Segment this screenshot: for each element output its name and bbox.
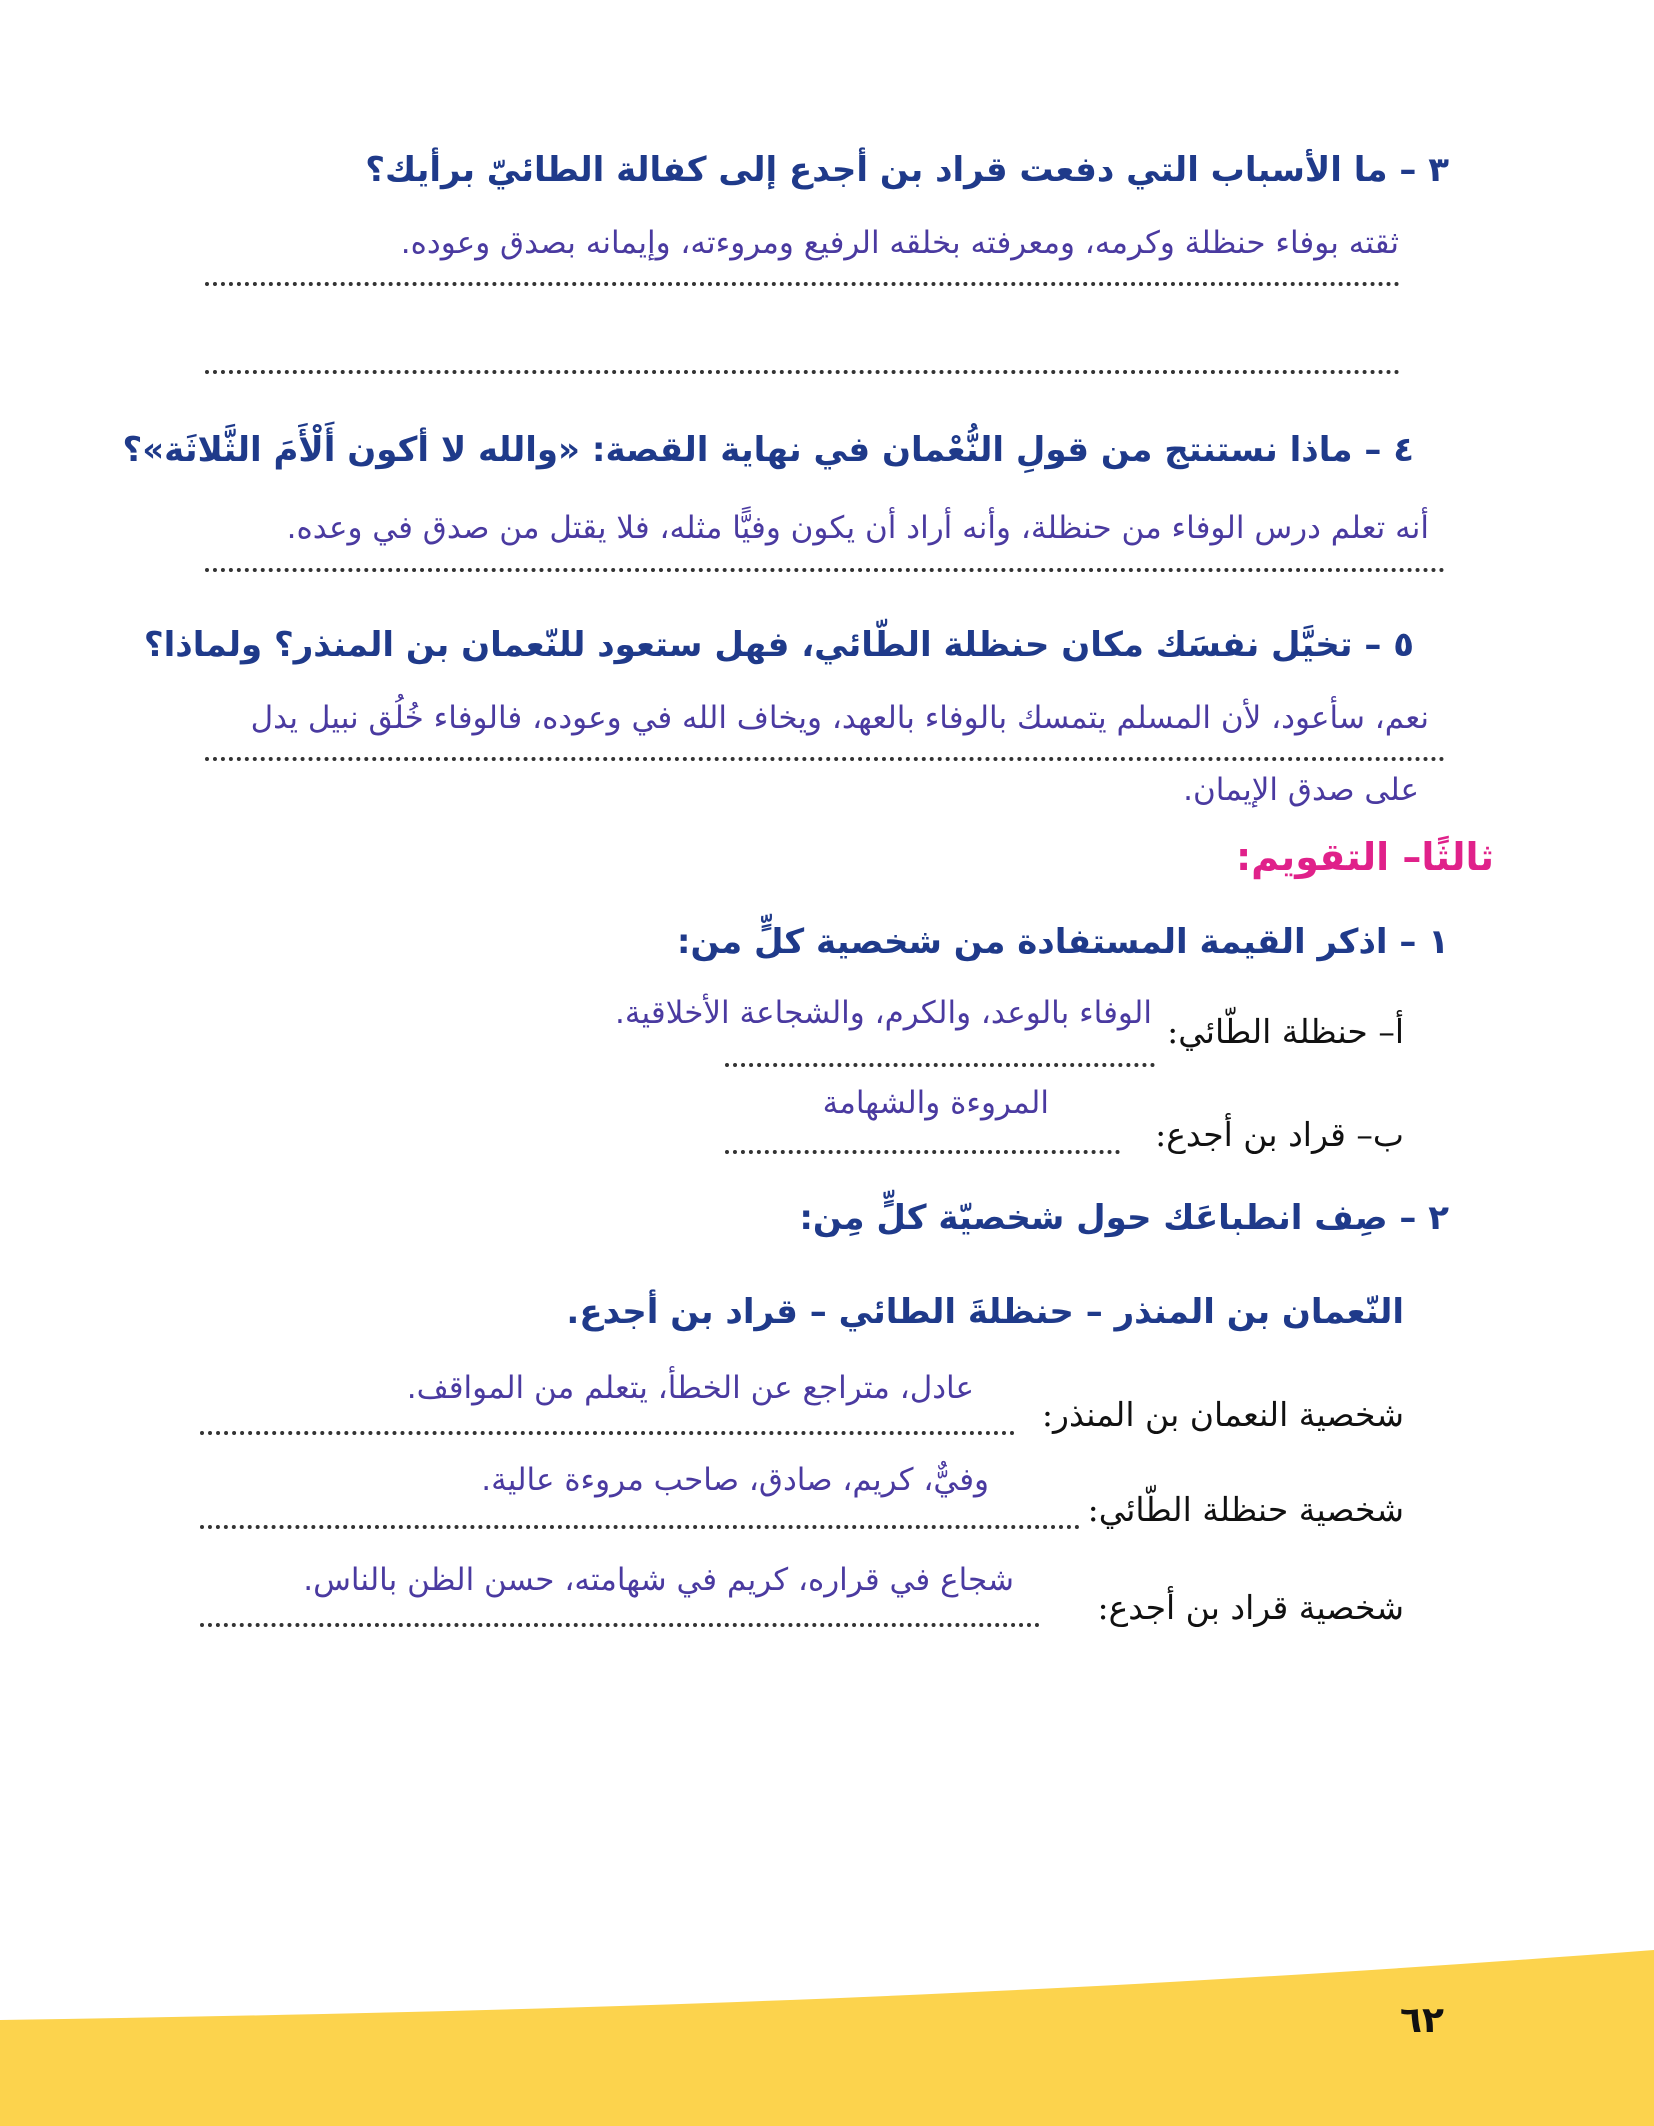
- exercise-2-p2-answer: وفيٌّ، كريم، صادق، صاحب مروءة عالية.: [481, 1462, 989, 1498]
- answer-line-5: [205, 757, 1445, 761]
- exercise-2: ٢ – صِف انطباعَك حول شخصيّة كلٍّ مِن:: [799, 1198, 1449, 1238]
- exercise-1-b-label: ب– قراد بن أجدع:: [1155, 1115, 1404, 1154]
- answer-line-3b: [205, 370, 1400, 374]
- exercise-2-p3-label: شخصية قراد بن أجدع:: [1097, 1588, 1404, 1627]
- answer-5-line-1: نعم، سأعود، لأن المسلم يتمسك بالوفاء بالعهد، ويخاف الله في وعوده، فالوفاء خُلُق نبيل يدل: [250, 700, 1429, 736]
- exercise-1-a-answer: الوفاء بالوعد، والكرم، والشجاعة الأخلاقية.: [615, 995, 1152, 1031]
- exercise-2-p1-answer: عادل، متراجع عن الخطأ، يتعلم من المواقف.: [406, 1370, 974, 1406]
- exercise-2-p1-label: شخصية النعمان بن المنذر:: [1041, 1395, 1404, 1434]
- exercise-2-p1-line: [200, 1431, 1015, 1435]
- exercise-2-p2-label: شخصية حنظلة الطّائي:: [1087, 1490, 1404, 1529]
- section-evaluation-title: ثالثًا– التقويم:: [1235, 835, 1494, 879]
- answer-line-3a: [205, 282, 1400, 286]
- answer-5-line-2: على صدق الإيمان.: [1183, 772, 1419, 808]
- exercise-2-p3-answer: شجاع في قراره، كريم في شهامته، حسن الظن بالناس.: [303, 1562, 1014, 1598]
- answer-line-4: [205, 568, 1445, 572]
- exercise-1-b-line: [725, 1150, 1120, 1154]
- exercise-1-b-answer: المروءة والشهامة: [822, 1085, 1049, 1121]
- answer-4: أنه تعلم درس الوفاء من حنظلة، وأنه أراد أن يكون وفيًّا مثله، فلا يقتل من صدق في وعده.: [286, 510, 1429, 546]
- question-5: ٥ – تخيَّل نفسَك مكان حنظلة الطّائي، فهل ستعود للنّعمان بن المنذر؟ ولماذا؟: [143, 625, 1414, 665]
- exercise-1-a-label: أ– حنظلة الطّائي:: [1167, 1012, 1404, 1051]
- question-3: ٣ – ما الأسباب التي دفعت قراد بن أجدع إلى كفالة الطائيّ برأيك؟: [365, 150, 1449, 190]
- exercise-1-a-line: [725, 1063, 1155, 1067]
- exercise-1: ١ – اذكر القيمة المستفادة من شخصية كلٍّ من:: [676, 922, 1449, 962]
- answer-3: ثقته بوفاء حنظلة وكرمه، ومعرفته بخلقه الرفيع ومروءته، وإيمانه بصدق وعوده.: [400, 225, 1399, 261]
- page-number: ٦٢: [1400, 2000, 1444, 2041]
- question-4: ٤ – ماذا نستنتج من قولِ النُّعْمان في نهاية القصة: «والله لا أكون أَلْأَمَ الثَّلاثَة»؟: [122, 430, 1414, 470]
- exercise-2-p2-line: [200, 1525, 1080, 1529]
- exercise-2-names: النّعمان بن المنذر – حنظلةَ الطائي – قراد بن أجدع.: [566, 1292, 1404, 1332]
- exercise-2-p3-line: [200, 1623, 1040, 1627]
